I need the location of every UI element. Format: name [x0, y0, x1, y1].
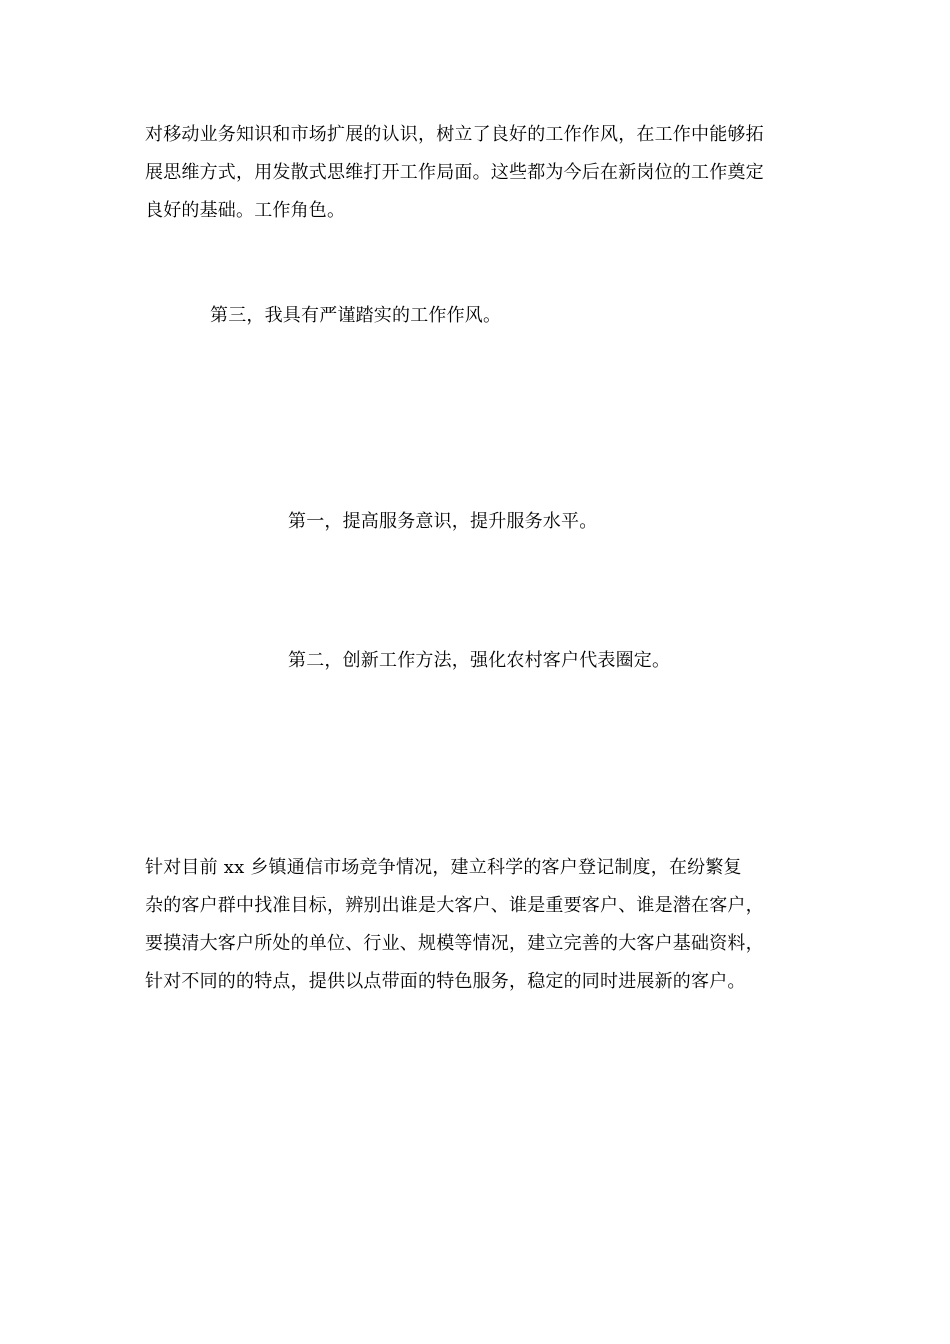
paragraph-top-line: 良好的基础。工作角色。: [145, 200, 346, 221]
list-item: 第一，提高服务意识，提升服务水平。: [288, 511, 598, 532]
paragraph-top-line: 对移动业务知识和市场扩展的认识，树立了良好的工作作风，在工作中能够拓: [145, 124, 764, 145]
list-item: 第二，创新工作方法，强化农村客户代表圈定。: [288, 650, 671, 671]
paragraph-top-line: 展思维方式，用发散式思维打开工作局面。这些都为今后在新岗位的工作奠定: [145, 162, 764, 183]
paragraph-bottom-line: 针对不同的的特点，提供以点带面的特色服务，稳定的同时进展新的客户。: [145, 971, 746, 992]
paragraph-bottom-line: 杂的客户群中找准目标，辨别出谁是大客户、谁是重要客户、谁是潜在客户，: [145, 895, 764, 916]
section-heading-third: 第三，我具有严谨踏实的工作作风。: [210, 305, 502, 326]
paragraph-bottom-line: 针对目前 xx 乡镇通信市场竞争情况，建立科学的客户登记制度，在纷繁复: [145, 857, 742, 878]
paragraph-bottom-line: 要摸清大客户所处的单位、行业、规模等情况，建立完善的大客户基础资料，: [145, 933, 764, 954]
